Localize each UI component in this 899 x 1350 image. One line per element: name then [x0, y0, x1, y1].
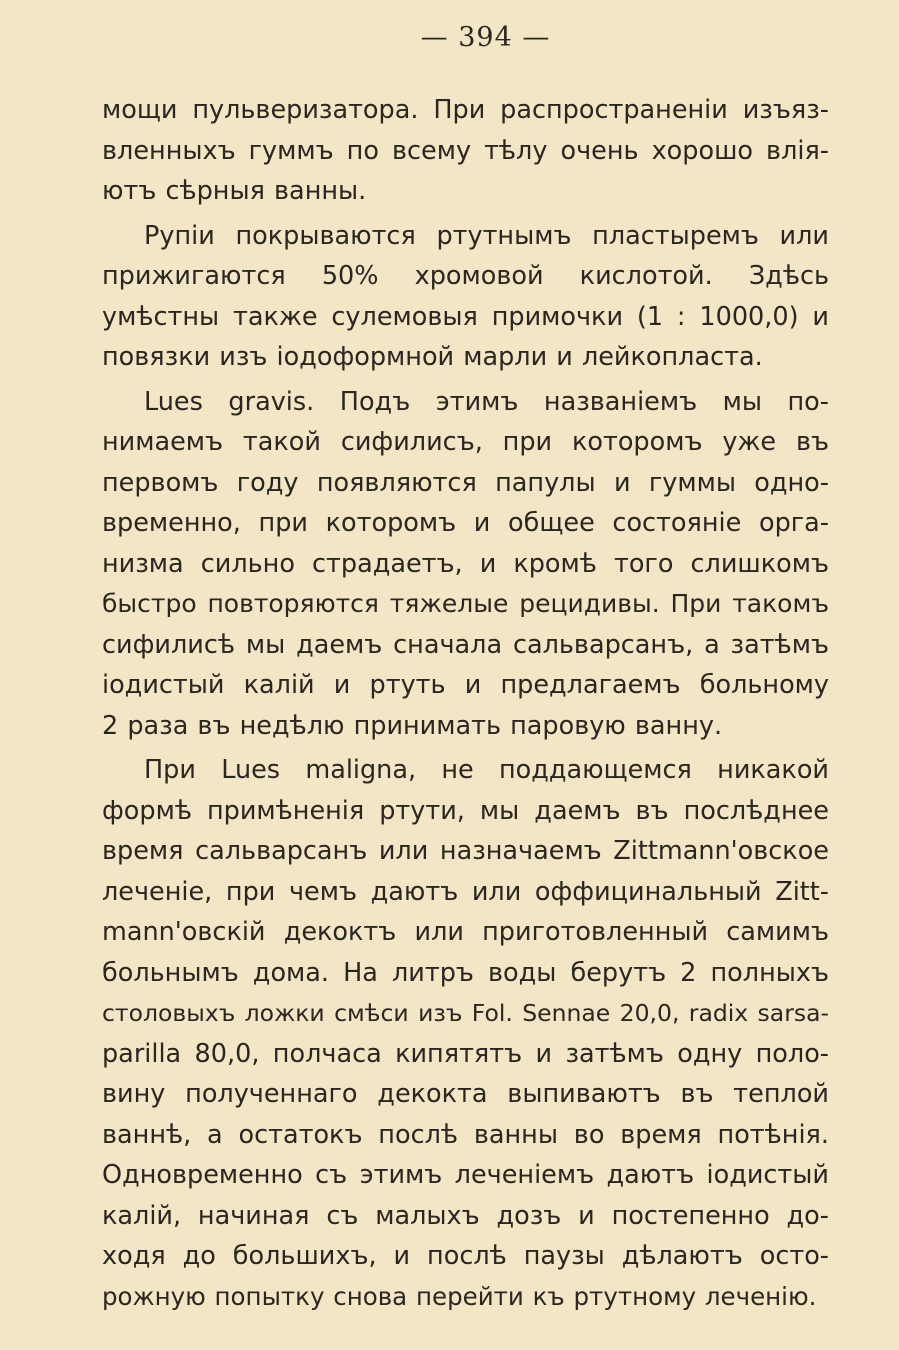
text-line: Рупiи покрываются ртутнымъ пластыремъ или [144, 220, 829, 251]
text-line: При Lues maligna, не поддающемся никакой [144, 755, 829, 785]
text-line: рожную попытку снова перейти къ ртутному леченiю. [102, 1281, 817, 1311]
text-line: iодистый калiй и ртуть и предлагаемъ больному [102, 670, 829, 700]
text-line: вину полученнаго декокта выпиваютъ въ теплой [102, 1079, 829, 1109]
text-line: ваннѣ, а остатокъ послѣ ванны во время потѣнiя. [102, 1119, 829, 1150]
text-line: вленныхъ гуммъ по всему тѣлу очень хорошо влія- [102, 135, 829, 166]
text-line: калiй, начиная съ малыхъ дозъ и постепенно до- [102, 1200, 829, 1231]
text-line: ютъ сѣрныя ванны. [102, 176, 367, 206]
paragraph-2 [102, 216, 829, 378]
text-line: леченiе, при чемъ даютъ или оффицинальный Zitt- [102, 876, 829, 907]
text-line: Одновременно съ этимъ леченiемъ даютъ iодистый [102, 1160, 829, 1190]
paragraph-3 [102, 382, 829, 747]
text-line: низма сильно страдаетъ, и кромѣ того слишкомъ [102, 548, 829, 579]
text-line: 2 раза въ недѣлю принимать паровую ванну. [102, 710, 723, 741]
text-line: мощи пульверизатора. При распространенiи изъяз- [102, 95, 829, 125]
text-line: parilla 80,0, полчаса кипятятъ и затѣмъ одну поло- [102, 1038, 829, 1069]
text-line: столовыхъ ложки смѣси изъ Fol. Sennae 20,0, radix sarsa- [102, 999, 829, 1027]
text-line: сифилисѣ мы даемъ сначала сальварсанъ, а затѣмъ [102, 629, 829, 660]
text-line: первомъ году появляются папулы и гуммы одно- [102, 467, 829, 498]
text-line: быстро повторяются тяжелые рецидивы. При такомъ [102, 589, 829, 618]
text-line: больнымъ дома. На литръ воды берутъ 2 полныхъ [102, 957, 829, 988]
text-line: временно, при которомъ и общее состоянiе орга- [102, 508, 829, 538]
text-line: умѣстны также сулемовыя примочки (1 : 1000,0) и [102, 301, 829, 332]
text-line: время сальварсанъ или назначаемъ Zittmann'овское [102, 836, 829, 866]
paragraph-1 [102, 90, 829, 212]
text-line: нимаемъ такой сифилисъ, при которомъ уже въ [102, 427, 829, 457]
text-line: Lues gravis. Подъ этимъ названiемъ мы по- [144, 386, 829, 417]
text-line: формѣ примѣненiя ртути, мы даемъ въ послѣднее [102, 795, 829, 826]
paragraph-4 [102, 750, 829, 1317]
text-line: mann'овскiй декоктъ или приготовленный самимъ [102, 917, 829, 947]
text-line: повязки изъ iодоформной марли и лейкопласта. [102, 342, 763, 372]
text-line: прижигаются 50% хромовой кислотой. Здѣсь [102, 261, 829, 291]
text-line: ходя до большихъ, и послѣ паузы дѣлаютъ осто- [102, 1241, 829, 1271]
page-number: — 394 — [420, 22, 551, 53]
